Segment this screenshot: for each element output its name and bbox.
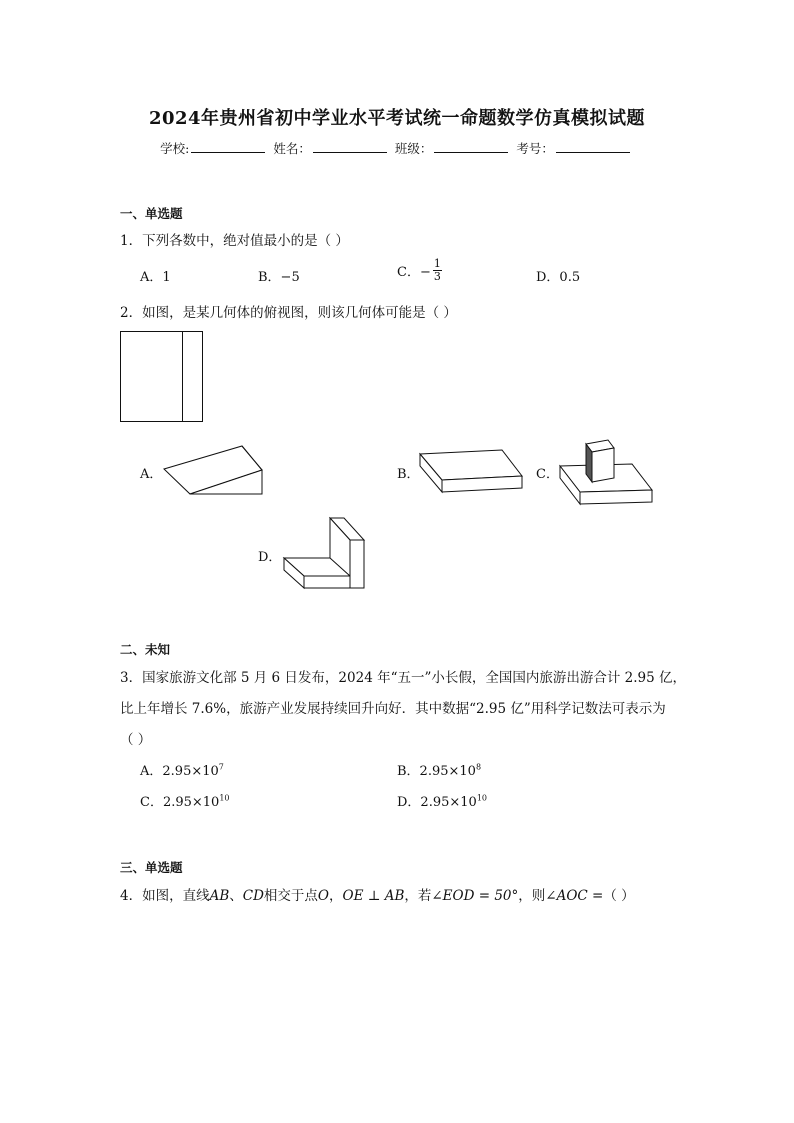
page-title: 2024年贵州省初中学业水平考试统一命题数学仿真模拟试题 bbox=[148, 108, 646, 129]
section-title-1: 一、单选题 bbox=[120, 206, 183, 221]
name-label: 姓名： bbox=[273, 141, 311, 156]
question-1-option-d: D．0.5 bbox=[536, 270, 581, 285]
top-view-figure bbox=[118, 329, 208, 425]
class-blank bbox=[434, 140, 508, 153]
option-c-exponent: 10 bbox=[219, 793, 230, 803]
q4-text-4: ， bbox=[329, 888, 343, 904]
q4-math-o: O bbox=[317, 888, 329, 904]
class-label: 班级： bbox=[394, 141, 433, 156]
question-3-line-3: （ ） bbox=[120, 732, 152, 748]
option-a-base: A．2.95×10 bbox=[140, 764, 219, 779]
top-view-outer-rect bbox=[121, 332, 203, 422]
option-d-base: D．2.95×10 bbox=[397, 795, 477, 810]
question-3-option-c bbox=[140, 791, 230, 810]
q4-math-angle-aoc: ∠AOC = bbox=[545, 888, 604, 904]
option-a-exponent: 7 bbox=[218, 762, 224, 772]
q4-math-oe-perp-ab: OE ⊥ AB bbox=[342, 888, 405, 904]
question-3-line-1: 3．国家旅游文化部 5 月 6 日发布，2024 年“五一”小长假，全国国内旅游出游合计 2.95 亿， bbox=[120, 670, 687, 686]
q4-text-1: 4．如图，直线 bbox=[120, 888, 210, 904]
name-blank bbox=[313, 140, 387, 153]
option-c-block-on-slab-figure bbox=[556, 434, 658, 506]
question-3-option-d bbox=[397, 791, 487, 810]
q4-text-3: 相交于点 bbox=[263, 888, 318, 904]
option-c-base: C．2.95×10 bbox=[140, 795, 220, 810]
q4-text-2: 、 bbox=[229, 888, 243, 904]
number-label: 考号： bbox=[516, 141, 554, 156]
q4-math-angle-eod: ∠EOD = 50° bbox=[431, 888, 519, 904]
fraction-numerator: 1 bbox=[433, 257, 441, 270]
question-2-option-c: C． bbox=[536, 467, 559, 482]
section-title-2: 二、未知 bbox=[120, 642, 171, 657]
fraction bbox=[433, 258, 442, 283]
question-3-option-a bbox=[140, 760, 224, 779]
q4-math-cd: CD bbox=[242, 888, 264, 904]
option-a-wedge-figure bbox=[158, 440, 270, 500]
question-2-option-b: B． bbox=[397, 467, 420, 482]
option-d-exponent: 10 bbox=[476, 793, 487, 803]
question-2-option-d: D． bbox=[258, 550, 282, 565]
fraction-denominator: 3 bbox=[433, 270, 441, 283]
question-1-option-b: B．−5 bbox=[258, 270, 300, 285]
question-1-option-a: A．1 bbox=[140, 270, 171, 285]
school-blank bbox=[191, 140, 265, 153]
question-2-stem: 2．如图，是某几何体的俯视图，则该几何体可能是（ ） bbox=[120, 305, 457, 321]
q4-text-7: （ ） bbox=[603, 888, 635, 904]
school-label: 学校: bbox=[160, 141, 190, 156]
question-2-option-a: A． bbox=[140, 467, 163, 482]
option-b-base: B．2.95×10 bbox=[397, 764, 476, 779]
option-b-exponent: 8 bbox=[475, 762, 482, 772]
q4-math-ab: AB bbox=[209, 888, 230, 904]
option-d-l-shape-figure bbox=[280, 514, 370, 594]
q4-text-5: ，若 bbox=[404, 888, 432, 904]
option-b-slab-figure bbox=[416, 446, 528, 494]
section-title-3: 三、单选题 bbox=[120, 860, 183, 875]
option-c-prefix: C．− bbox=[397, 265, 431, 280]
question-1-stem: 1．下列各数中，绝对值最小的是（ ） bbox=[120, 233, 349, 249]
question-3-line-2: 比上年增长 7.6%，旅游产业发展持续回升向好．其中数据“2.95 亿”用科学记数法可表示为 bbox=[120, 701, 666, 717]
student-info-line bbox=[0, 139, 794, 157]
q4-text-6: ，则 bbox=[518, 888, 546, 904]
question-4-stem bbox=[120, 884, 635, 904]
question-3-option-b bbox=[397, 760, 481, 779]
question-1-option-c bbox=[397, 258, 442, 283]
number-blank bbox=[556, 140, 630, 153]
